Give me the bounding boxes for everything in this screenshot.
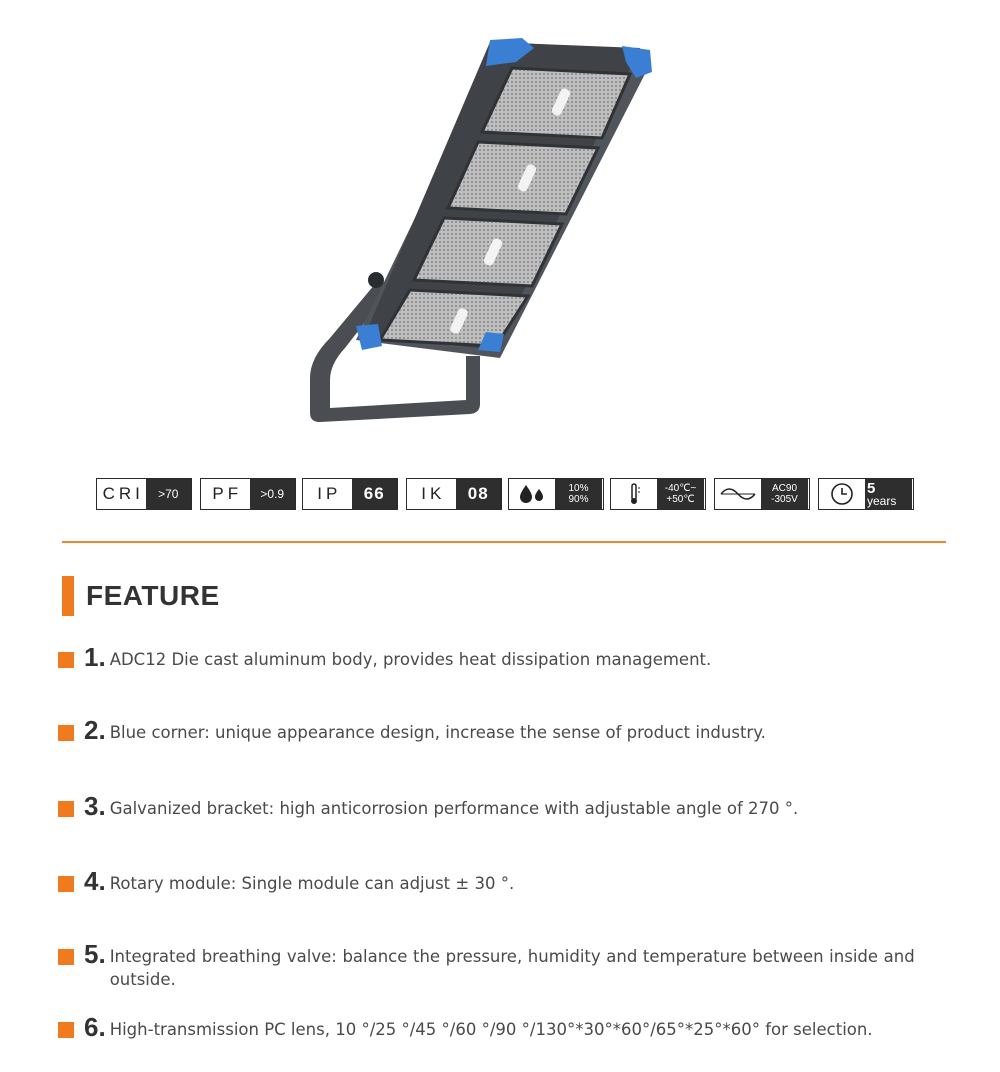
feature-number: 6. [84, 1012, 106, 1042]
bullet-square-icon [58, 652, 74, 668]
feature-text: Rotary module: Single module can adjust ± 30 °. [109, 874, 515, 893]
bullet-square-icon [58, 876, 74, 892]
flood-light-product-image [290, 28, 670, 428]
cri-label: CRI [102, 484, 144, 503]
sine-wave-icon [715, 479, 761, 509]
feature-item [58, 866, 928, 896]
feature-text: Blue corner: unique appearance design, increase the sense of product industry. [109, 723, 766, 742]
warranty-years-label: years [867, 493, 897, 508]
water-drops-icon [509, 479, 555, 509]
humidity-min: 10% [568, 483, 589, 494]
feature-number: 4. [84, 866, 106, 896]
bullet-square-icon [58, 949, 74, 965]
cri-value: >70 [146, 479, 191, 509]
feature-number: 3. [84, 791, 106, 821]
warranty-years-number: 5 [867, 479, 876, 497]
ip-value: 66 [352, 479, 397, 509]
feature-number: 2. [84, 715, 106, 745]
pf-value: >0.9 [250, 479, 295, 509]
ik-badge [406, 478, 502, 510]
feature-item [58, 791, 928, 821]
pf-badge [200, 478, 296, 510]
temperature-max: +50℃ [666, 494, 695, 505]
cri-badge [96, 478, 192, 510]
ip-label: IP [317, 484, 342, 503]
ik-label: IK [421, 484, 446, 503]
section-divider [62, 541, 946, 543]
feature-heading [62, 576, 220, 616]
feature-text: High-transmission PC lens, 10 °/25 °/45 °/60 °/90 °/130°*30°*60°/65°*25°*60° for selection. [109, 1020, 873, 1039]
bullet-square-icon [58, 725, 74, 741]
bullet-square-icon [58, 1022, 74, 1038]
feature-number: 1. [84, 642, 106, 672]
voltage-badge [714, 478, 810, 510]
feature-item [58, 1012, 928, 1042]
voltage-max: -305V [771, 494, 798, 505]
feature-number: 5. [84, 939, 106, 969]
humidity-max: 90% [568, 494, 589, 505]
thermometer-icon [611, 479, 657, 509]
bullet-square-icon [58, 801, 74, 817]
ik-value: 08 [456, 479, 501, 509]
temperature-min: -40℃~ [664, 483, 697, 494]
voltage-min: AC90 [771, 483, 797, 494]
feature-item [58, 642, 928, 672]
humidity-badge [508, 478, 604, 510]
feature-text: ADC12 Die cast aluminum body, provides heat dissipation management. [109, 650, 712, 669]
feature-text: Galvanized bracket: high anticorrosion performance with adjustable angle of 270 °. [109, 799, 799, 818]
pf-label: PF [212, 484, 243, 503]
ip-badge [302, 478, 398, 510]
feature-item [58, 939, 928, 991]
feature-text: Integrated breathing valve: balance the pressure, humidity and temperature between inside and outside. [109, 947, 915, 989]
clock-icon [819, 479, 865, 509]
heading-accent-bar [62, 576, 74, 616]
warranty-badge [818, 478, 914, 510]
feature-item [58, 715, 928, 745]
temperature-badge [610, 478, 706, 510]
feature-title: FEATURE [86, 580, 220, 611]
